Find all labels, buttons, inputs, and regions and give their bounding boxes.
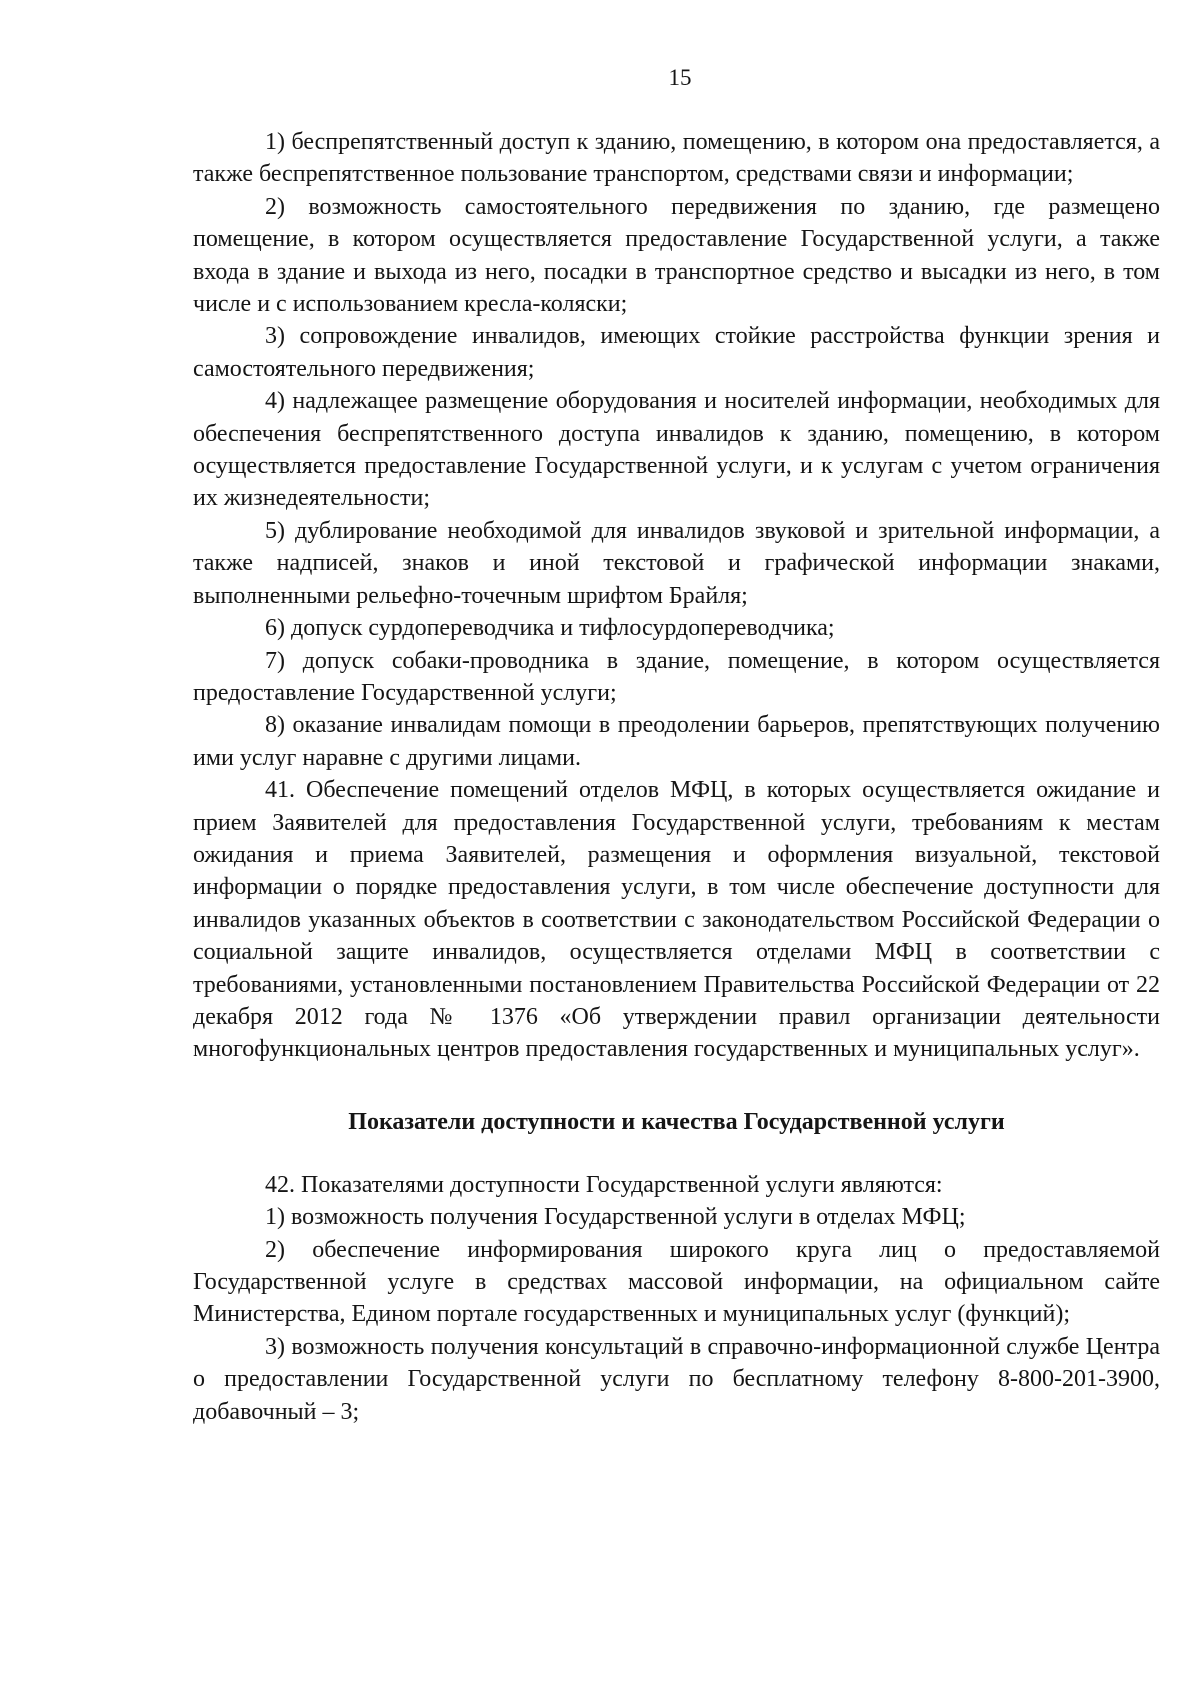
indicator-2: 2) обеспечение информирования широкого круга лиц о предоставляемой Государственной услуге в средствах массовой информации, на официальном сайте Министерства, Едином портале государственных и муниципальных услуг (функций); [193, 1236, 1160, 1328]
page-number: 15 [668, 65, 692, 90]
clause-41: 41. Обеспечение помещений отделов МФЦ, в которых осуществляется ожидание и прием Заявителей для предоставления Государственной услуги, требованиям к местам ожидания и приема Заявителей, размещения и оформления визуальной, текстовой информации о порядке предоставления услуги, в том числе обеспечение доступности для инвалидов указанных объектов в соответствии с законодательством Российской Федерации о социальной защите инвалидов, осуществляется отделами МФЦ в соответствии с требованиями, установленными постановлением Правительства Российской Федерации от 22 декабря 2012 года № 1376 «Об утверждении правил организации деятельности многофункциональных центров предоставления государственных и муниципальных услуг». [193, 777, 1160, 1063]
item-2-movement: 2) возможность самостоятельного передвижения по зданию, где размещено помещение, в котором осуществляется предоставление Государственной услуги, а также входа в здание и выхода из него, посадки в транспортное средство и высадки из него, в том числе и с использованием кресла-коляски; [193, 193, 1160, 318]
indicator-1: 1) возможность получения Государственной услуги в отделах МФЦ; [265, 1204, 966, 1231]
section-heading: Показатели доступности и качества Государственной услуги [348, 1108, 1005, 1135]
item-6-interpreter: 6) допуск сурдопереводчика и тифлосурдопереводчика; [265, 615, 835, 642]
item-7-guide-dog: 7) допуск собаки-проводника в здание, помещение, в котором осуществляется предоставление Государственной услуги; [193, 647, 1160, 706]
indicator-3: 3) возможность получения консультаций в справочно-информационной службе Центра о предоставлении Государственной услуги по бесплатному телефону 8-800-201-3900, добавочный – 3; [193, 1333, 1160, 1425]
item-4-equipment: 4) надлежащее размещение оборудования и носителей информации, необходимых для обеспечения беспрепятственного доступа инвалидов к зданию, помещению, в котором осуществляется предоставление Государственной услуги, и к услугам с учетом ограничения их жизнедеятельности; [193, 388, 1160, 512]
document-body [193, 126, 1160, 1428]
clause-42: 42. Показателями доступности Государственной услуги являются: [265, 1171, 943, 1198]
item-1-access: 1) беспрепятственный доступ к зданию, помещению, в котором она предоставляется, а также беспрепятственное пользование транспортом, средствами связи и информации; [193, 129, 1160, 188]
item-8-assistance: 8) оказание инвалидам помощи в преодолении барьеров, препятствующих получению ими услуг наравне с другими лицами. [193, 712, 1160, 771]
item-3-escort: 3) сопровождение инвалидов, имеющих стойкие расстройства функции зрения и самостоятельного передвижения; [193, 323, 1160, 382]
item-5-duplication: 5) дублирование необходимой для инвалидов звуковой и зрительной информации, а также надписей, знаков и иной текстовой и графической информации знаками, выполненными рельефно-точечным шрифтом Брайля; [193, 517, 1160, 609]
